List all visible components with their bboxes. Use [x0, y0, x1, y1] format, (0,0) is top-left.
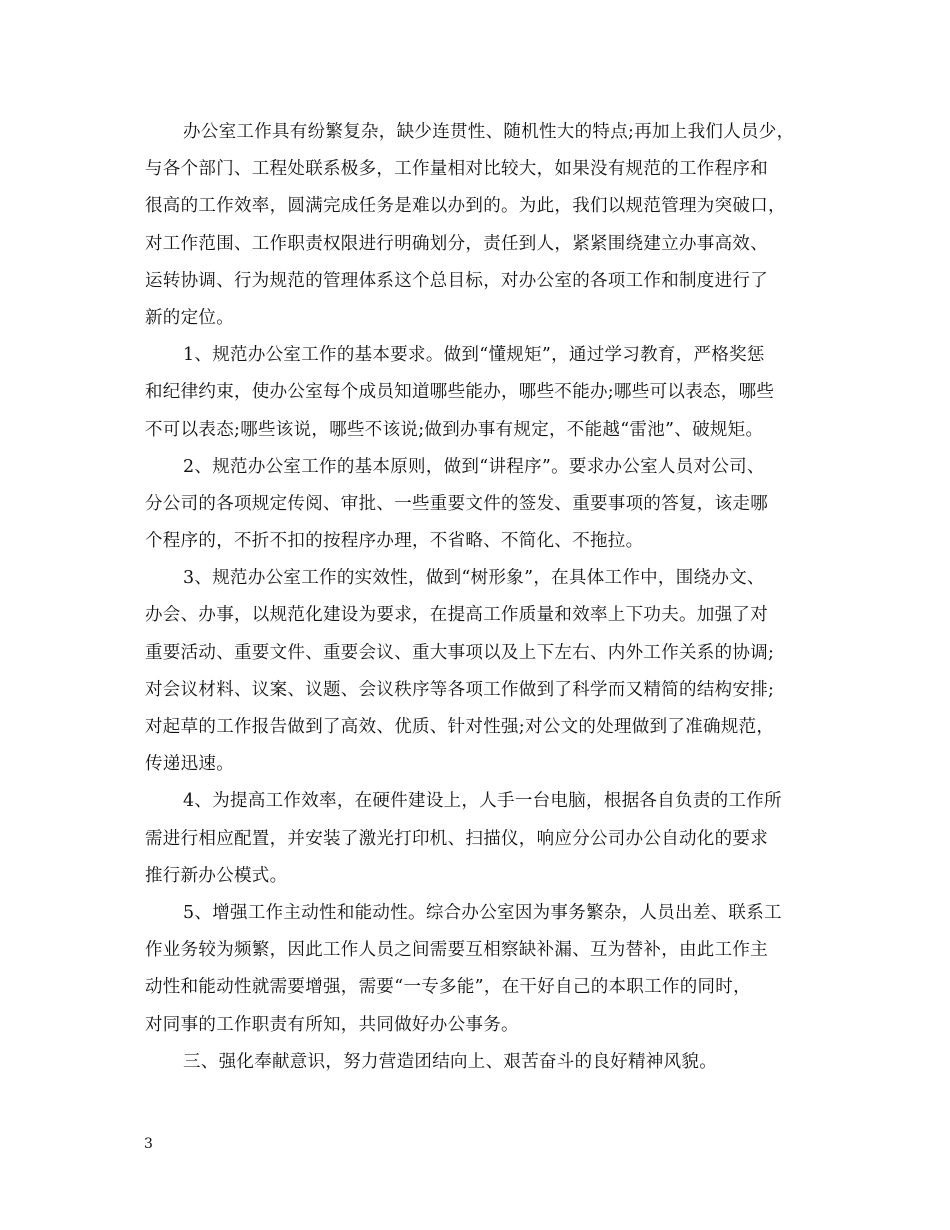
text-line: 重要活动、重要文件、重要会议、重大事项以及上下左右、内外工作关系的协调; [145, 642, 775, 663]
text-line: 新的定位。 [145, 307, 234, 328]
text-line: 办公室工作具有纷繁复杂，缺少连贯性、随机性大的特点;再加上我们人员少， [183, 122, 795, 142]
text-line: 对同事的工作职责有所知，共同做好办公事务。 [145, 1014, 519, 1035]
text-line: 与各个部门、工程处联系极多，工作量相对比较大，如果没有规范的工作程序和 [145, 159, 768, 180]
text-line: 分公司的各项规定传阅、审批、一些重要文件的签发、重要事项的答复，该走哪 [145, 493, 768, 514]
text-line: 传递迅速。 [145, 754, 234, 775]
text-line: 运转协调、行为规范的管理体系这个总目标，对办公室的各项工作和制度进行了 [145, 270, 768, 291]
text-line: 3、规范办公室工作的实效性，做到“树形象”，在具体工作中，围绕办文、 [183, 568, 765, 589]
text-line: 对工作范围、工作职责权限进行明确划分，责任到人，紧紧围绕建立办事高效、 [145, 233, 768, 254]
text-line: 5、增强工作主动性和能动性。综合办公室因为事务繁杂，人员出差、联系工 [183, 902, 782, 923]
text-line: 三、强化奉献意识，努力营造团结向上、艰苦奋斗的良好精神风貌。 [183, 1051, 717, 1072]
body-text [145, 114, 835, 1081]
text-line: 和纪律约束，使办公室每个成员知道哪些能办，哪些不能办;哪些可以表态，哪些 [145, 382, 775, 403]
text-line: 办会、办事，以规范化建设为要求，在提高工作质量和效率上下功夫。加强了对 [145, 605, 768, 626]
text-line: 很高的工作效率，圆满完成任务是难以办到的。为此，我们以规范管理为突破口， [145, 196, 786, 217]
text-line: 对会议材料、议案、议题、会议秩序等各项工作做到了科学而又精简的结构安排; [145, 679, 775, 700]
text-line: 作业务较为频繁，因此工作人员之间需要互相察缺补漏、互为替补，由此工作主 [145, 940, 768, 961]
text-line: 推行新办公模式。 [145, 865, 288, 886]
text-line: 对起草的工作报告做到了高效、优质、针对性强;对公文的处理做到了准确规范， [145, 717, 775, 737]
text-line: 个程序的，不折不扣的按程序办理，不省略、不简化、不拖拉。 [145, 531, 644, 552]
text-line: 4、为提高工作效率，在硬件建设上，人手一台电脑，根据各自负责的工作所 [183, 791, 782, 812]
text-line: 2、规范办公室工作的基本原则，做到“讲程序”。要求办公室人员对公司、 [183, 456, 765, 477]
text-line: 需进行相应配置，并安装了激光打印机、扫描仪，响应分公司办公自动化的要求 [145, 828, 768, 849]
text-line: 不可以表态;哪些该说，哪些不该说;做到办事有规定，不能越“雷池”、破规矩。 [145, 419, 764, 440]
text-line: 动性和能动性就需要增强，需要“一专多能”，在干好自己的本职工作的同时， [145, 977, 751, 998]
page-number: 3 [144, 1136, 153, 1152]
text-line: 1、规范办公室工作的基本要求。做到“懂规矩”，通过学习教育，严格奖惩 [183, 345, 765, 366]
